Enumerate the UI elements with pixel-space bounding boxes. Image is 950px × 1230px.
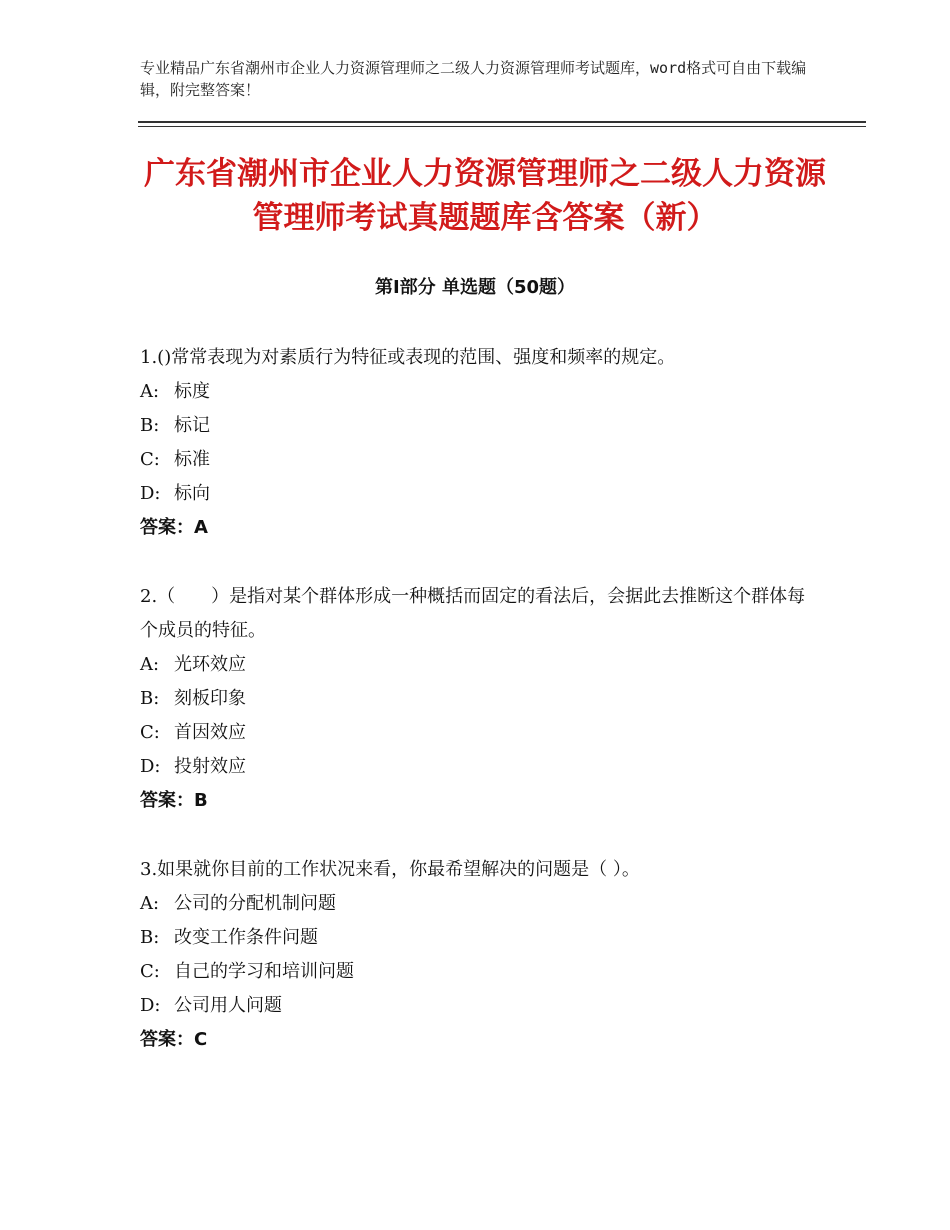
option-text: 自己的学习和培训问题 [174,961,354,982]
header-note: 专业精品广东省潮州市企业人力资源管理师之二级人力资源管理师考试题库，word格式可自由下载编辑，附完整答案！ [140,59,807,99]
option-b [140,682,820,716]
option-d [140,989,820,1023]
option-letter: C: [140,722,160,743]
header-divider-thin [138,126,866,127]
question-stem: 1.()常常表现为对素质行为特征或表现的范围、强度和频率的规定。 [140,347,676,368]
answer: 答案：B [140,790,208,811]
option-letter: B: [140,415,160,436]
option-d [140,750,820,784]
option-text: 标度 [174,381,210,402]
question-1 [140,341,820,545]
option-letter: A: [140,893,160,914]
question-stem: 3.如果就你目前的工作状况来看，你最希望解决的问题是（ ）。 [140,859,640,880]
option-letter: B: [140,688,160,709]
option-b [140,409,820,443]
option-text: 公司用人问题 [174,995,282,1016]
option-letter: C: [140,961,160,982]
option-b [140,921,820,955]
option-text: 光环效应 [174,654,246,675]
option-a [140,887,820,921]
question-3 [140,853,820,1057]
answer: 答案：C [140,1029,208,1050]
answer: 答案：A [140,517,208,538]
section-title: 第Ⅰ部分 单选题（50题） [374,277,575,298]
option-c [140,955,820,989]
option-letter: C: [140,449,160,470]
option-text: 标向 [174,483,210,504]
option-letter: A: [140,654,160,675]
header-divider-thick [138,121,866,123]
document-title: 广东省潮州市企业人力资源管理师之二级人力资源管理师考试真题题库含答案（新） [144,156,826,236]
option-a [140,375,820,409]
option-letter: D: [140,756,161,777]
option-d [140,477,820,511]
option-text: 标记 [174,415,210,436]
option-text: 刻板印象 [174,688,246,709]
question-2 [140,580,820,818]
option-letter: D: [140,995,161,1016]
option-c [140,716,820,750]
option-text: 公司的分配机制问题 [174,893,336,914]
option-text: 改变工作条件问题 [174,927,318,948]
option-a [140,648,820,682]
option-letter: B: [140,927,160,948]
option-text: 首因效应 [174,722,246,743]
option-letter: D: [140,483,161,504]
option-text: 标准 [174,449,210,470]
option-letter: A: [140,381,160,402]
option-c [140,443,820,477]
option-text: 投射效应 [174,756,246,777]
question-stem: 2.（ ）是指对某个群体形成一种概括而固定的看法后，会据此去推断这个群体每个成员的特征。 [140,586,806,641]
